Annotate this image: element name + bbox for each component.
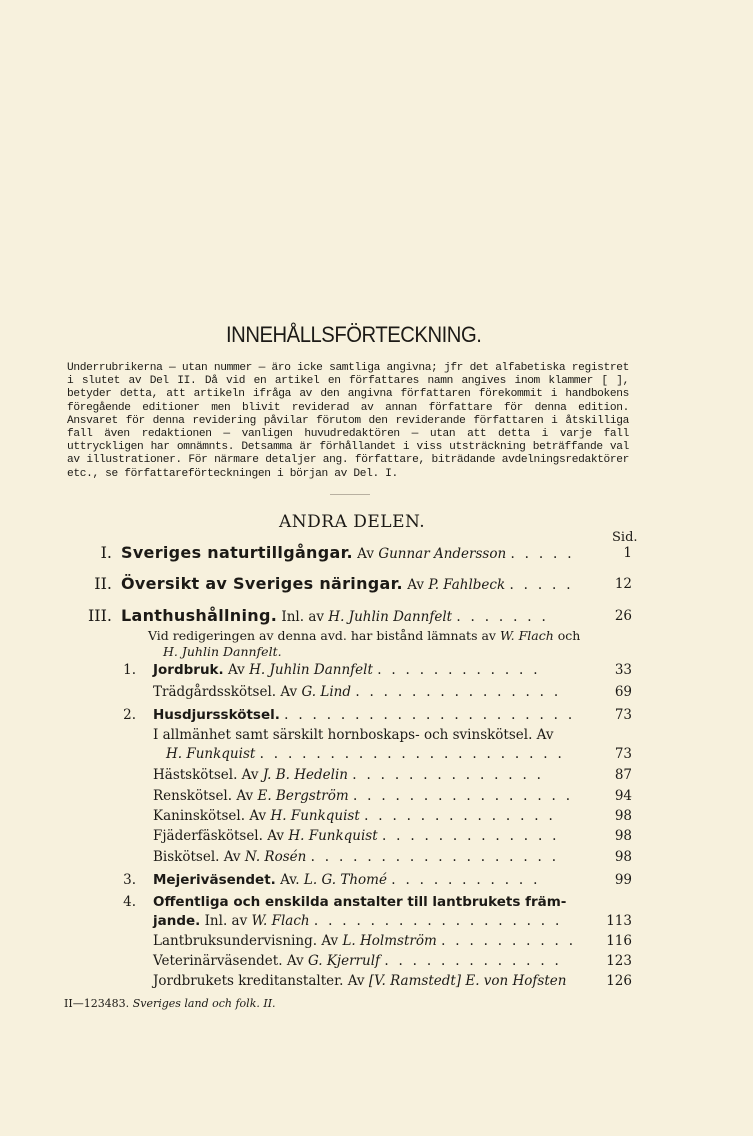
toc-av: Av. [280,872,300,888]
toc-dots: . . . . . . . . . . . . . [381,828,560,844]
toc-title: Jordbrukets kreditanstalter. [153,973,344,989]
toc-entry-text: I allmänhet samt särskilt hornboskaps- och svinskötsel. Av [153,727,554,743]
toc-note-author: H. Juhlin Dannfelt. [163,644,282,659]
toc-page: 33 [614,662,632,678]
toc-author: G. Kjerrulf [307,953,381,969]
toc-av: Av [223,849,241,865]
toc-av: Av [249,808,267,824]
note-text: Vid redigeringen av denna avd. har bistånd lämnats av [148,628,496,643]
toc-page: 98 [614,808,632,824]
toc-title: Renskötsel. [153,788,233,804]
toc-title: Biskötsel. [153,849,220,865]
divider-rule [330,494,370,495]
toc-title: Mejeriväsendet. [153,872,276,888]
toc-dots: . . . . . . . [456,609,549,625]
toc-title: Hästskötsel. [153,767,238,783]
toc-av: Av [286,953,304,969]
toc-dots: . . . . . . . . . . [441,933,576,949]
toc-page: 98 [614,828,632,844]
page-title: INNEHÅLLSFÖRTECKNING. [226,322,482,347]
toc-author: P. Fahlbeck [428,577,506,593]
toc-title: Kaninskötsel. [153,808,246,824]
toc-dots: . . . . . . . . . . . . . . [352,767,544,783]
toc-author: H. Funkquist [270,808,360,824]
toc-page: 94 [614,788,632,804]
toc-number: 1. [123,662,136,678]
toc-author: L. G. Thomé [303,872,387,888]
toc-av: Av [267,828,285,844]
toc-dots: . . . . . . . . . . . . . . . . . . . . . . [259,746,565,762]
toc-title: Offentliga och enskilda anstalter till lantbrukets främ- [153,894,567,910]
toc-author: H. Juhlin Dannfelt [249,662,373,678]
toc-title: Fjäderfäskötsel. [153,828,263,844]
toc-author: H. Juhlin Dannfelt [328,609,453,625]
toc-author: H. Funkquist [288,828,378,844]
toc-title: Trädgårdsskötsel. [153,684,277,700]
part-heading: ANDRA DELEN. [279,512,426,532]
toc-number: 3. [123,872,136,888]
note-author: W. Flach [499,628,554,643]
toc-note [148,628,580,643]
toc-page: 73 [614,746,632,762]
toc-dots: . . . . . . . . . . . [391,872,541,888]
toc-author: H. Funkquist [166,746,256,762]
toc-dots: . . . . . . . . . . . . . . . . . . [310,849,559,865]
toc-title: Jordbruk. [153,662,224,678]
toc-page: 73 [614,707,632,723]
toc-title: jande. [153,913,201,929]
toc-av: Av [280,684,298,700]
toc-dots: . . . . . . . . . . . . . . [364,808,556,824]
toc-number: 4. [123,894,136,910]
toc-av: Av [357,546,375,562]
toc-author: [V. Ramstedt] E. von Hofsten [368,973,567,989]
toc-author: N. Rosén [244,849,307,865]
toc-title: Husdjursskötsel. [153,707,280,723]
toc-title: Veterinärväsendet. [153,953,283,969]
toc-page: 123 [606,953,632,969]
toc-number: I. [100,543,112,562]
toc-page: 98 [614,849,632,865]
toc-page: 12 [614,576,632,592]
toc-page: 1 [623,545,632,561]
toc-dots: . . . . . . . . . . . . . . . . . . [313,913,563,929]
toc-page: 87 [614,767,632,783]
toc-page: 99 [614,872,632,888]
toc-page: 26 [614,608,632,624]
toc-av: Av [236,788,254,804]
toc-dots: . . . . . . . . . . . . . [384,953,562,969]
toc-av: Av [227,662,245,678]
toc-page: 116 [606,933,632,949]
toc-dots: . . . . . [510,546,575,562]
toc-author: G. Lind [301,684,352,700]
toc-av: Av [407,577,425,593]
toc-title: Lantbruksundervisning. [153,933,318,949]
note-text: och [557,628,581,643]
toc-author: E. Bergström [257,788,349,804]
toc-page: 69 [614,684,632,700]
toc-title: Översikt av Sveriges näringar. [121,574,403,593]
toc-dots: . . . . . . . . . . . . . . . . [352,788,573,804]
toc-av: Av [347,973,365,989]
toc-dots: . . . . . . . . . . . . . . . [355,684,561,700]
toc-page: 126 [606,973,632,989]
toc-title: Lanthushållning. [121,606,278,625]
toc-dots: . . . . . . . . . . . . . . . . . . . . . [284,707,575,723]
toc-av: Inl. av [204,913,248,929]
toc-av: Inl. av [281,609,324,625]
book-title: Sveriges land och folk. II. [132,997,276,1010]
intro-paragraph: Underrubrikerna — utan nummer — äro icke samtliga angivna; jfr det alfabetiska registret i slutet av Del II. Då vid en artikel en författares namn angives inom klammer [ ], betyder detta, att artikeln ifråga av den angivna författaren förekommit i handbokens föregående editioner men blivit reviderad av annan författare för denna edition. Ansvaret för denna revidering påvilar förutom den reviderande författaren i åtskilliga fall även redaktionen — vanligen huvudredaktören — utan att detta i varje fall uttryckligen har omnämnts. Detsamma är förhållandet i viss utsträckning beträffande val av illustrationer. För närmare detaljer ang. författare, biträdande avdelningsredaktörer etc., se författareförteckningen i början av Del. I. [67,362,629,480]
print-code: II—123483. [64,997,130,1010]
toc-author: L. Holmström [342,933,437,949]
toc-number: II. [94,574,112,593]
print-footer [64,997,276,1010]
toc-number: 2. [123,707,136,723]
toc-author: W. Flach [251,913,310,929]
toc-title: Sveriges naturtillgångar. [121,543,353,562]
toc-page: 113 [606,913,632,929]
toc-av: Av [321,933,339,949]
toc-number: III. [87,606,112,625]
toc-av: Av [241,767,259,783]
page-column-label: Sid. [612,530,638,545]
toc-author: Gunnar Andersson [378,546,507,562]
toc-author: J. B. Hedelin [262,767,348,783]
toc-dots: . . . . . [509,577,574,593]
toc-dots: . . . . . . . . . . . . [377,662,541,678]
